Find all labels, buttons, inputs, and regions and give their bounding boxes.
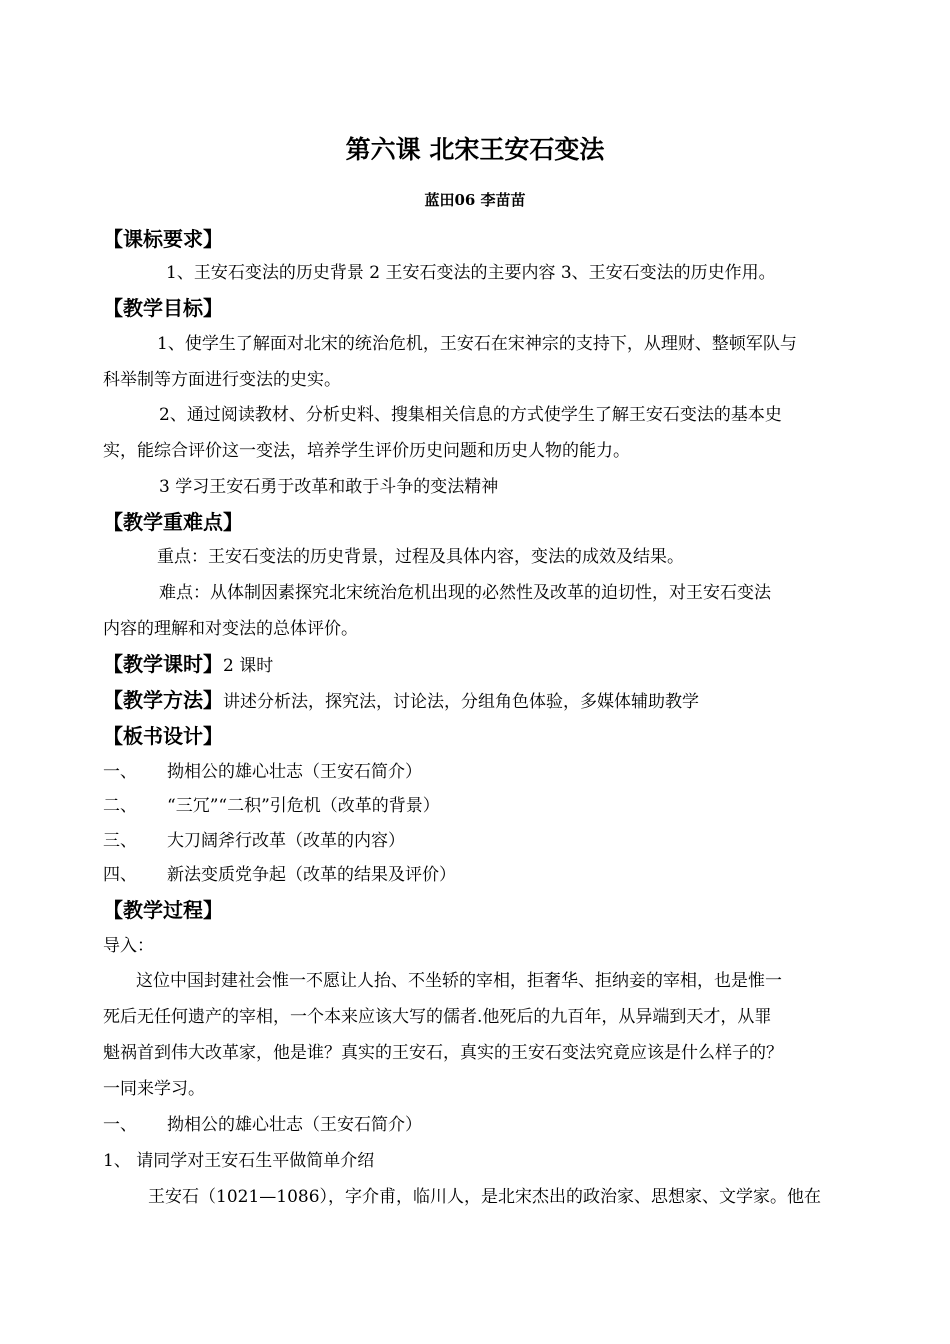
- heading-board: 【板书设计】: [103, 724, 223, 748]
- board-item-number: 三、: [103, 831, 137, 851]
- section-1-heading: [103, 1114, 422, 1136]
- objective-2-line2: 实，能综合评价这一变法，培养学生评价历史问题和历史人物的能力。: [103, 441, 630, 461]
- section-1-number: 一、: [103, 1115, 137, 1135]
- board-item-text: “三冗”“二积”引危机（改革的背景）: [167, 796, 440, 816]
- document-author: 蓝田06 李苗苗: [424, 191, 526, 209]
- intro-line2: 死后无任何遗产的宰相，一个本来应该大写的儒者.他死后的九百年，从异端到天才，从罪: [103, 1007, 772, 1027]
- bio-line1: 王安石（1021—1086），字介甫，临川人，是北宋杰出的政治家、思想家、文学家。他在: [148, 1187, 822, 1207]
- board-item-text: 新法变质党争起（改革的结果及评价）: [167, 865, 456, 885]
- heading-hours: [103, 651, 273, 679]
- intro-line3: 魁祸首到伟大改革家，他是谁？真实的王安石，真实的王安石变法究竟应该是什么样子的？: [103, 1043, 783, 1063]
- section-1-text: 拗相公的雄心壮志（王安石简介）: [167, 1115, 422, 1135]
- key-focus: 重点：王安石变法的历史背景，过程及具体内容，变法的成效及结果。: [157, 547, 684, 567]
- methods-label: 【教学方法】: [103, 688, 223, 712]
- intro-label: 导入：: [103, 936, 154, 956]
- heading-curriculum: 【课标要求】: [103, 227, 223, 251]
- board-item-text: 拗相公的雄心壮志（王安石简介）: [167, 762, 422, 782]
- board-item-number: 一、: [103, 762, 137, 782]
- objective-1-line1: 1、使学生了解面对北宋的统治危机，王安石在宋神宗的支持下，从理财、整顿军队与: [157, 334, 797, 354]
- board-item-number: 四、: [103, 865, 137, 885]
- board-item-text: 大刀阔斧行改革（改革的内容）: [167, 831, 405, 851]
- key-difficulty-line1: 难点：从体制因素探究北宋统治危机出现的必然性及改革的迫切性，对王安石变法: [159, 583, 771, 603]
- objective-1-line2: 科举制等方面进行变法的史实。: [103, 370, 341, 390]
- objective-3: 3 学习王安石勇于改革和敢于斗争的变法精神: [159, 477, 499, 497]
- board-item: [103, 795, 440, 817]
- board-item-number: 二、: [103, 796, 137, 816]
- curriculum-text: 1、王安石变法的历史背景 2 王安石变法的主要内容 3、王安石变法的历史作用。: [166, 263, 776, 283]
- heading-objectives: 【教学目标】: [103, 296, 223, 320]
- heading-methods: [103, 687, 699, 715]
- board-item: [103, 830, 405, 852]
- intro-line4: 一同来学习。: [103, 1079, 205, 1099]
- process-item-1: 1、 请同学对王安石生平做简单介绍: [103, 1151, 375, 1171]
- document-title: 第六课 北宋王安石变法: [345, 135, 605, 164]
- intro-line1: 这位中国封建社会惟一不愿让人抬、不坐轿的宰相，拒奢华、拒纳妾的宰相，也是惟一: [136, 971, 782, 991]
- heading-key-points: 【教学重难点】: [103, 510, 243, 534]
- hours-value: 2 课时: [223, 656, 274, 676]
- key-difficulty-line2: 内容的理解和对变法的总体评价。: [103, 619, 358, 639]
- board-item: [103, 761, 422, 783]
- board-item: [103, 864, 456, 886]
- objective-2-line1: 2、通过阅读教材、分析史料、搜集相关信息的方式使学生了解王安石变法的基本史: [159, 405, 782, 425]
- methods-value: 讲述分析法，探究法，讨论法，分组角色体验，多媒体辅助教学: [223, 692, 699, 712]
- heading-process: 【教学过程】: [103, 898, 223, 922]
- hours-label: 【教学课时】: [103, 652, 223, 676]
